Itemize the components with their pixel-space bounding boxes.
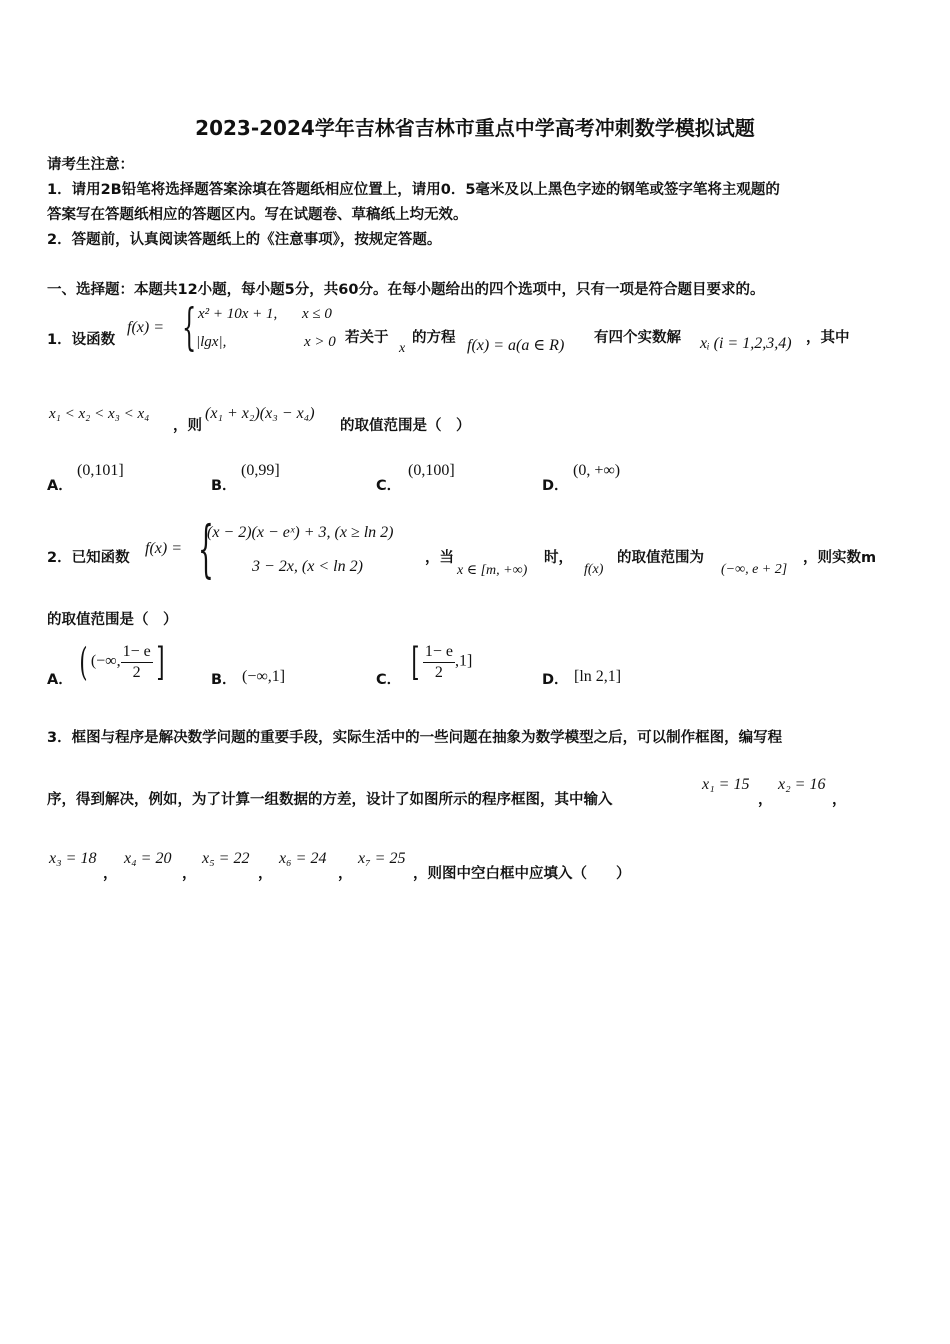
q2-option-b-label: B． (211, 672, 237, 688)
q1-case1-cond: x ≤ 0 (302, 306, 332, 322)
q2-range: (−∞, e + 2] (721, 562, 788, 577)
q3-x1: x₁ = 15 (702, 776, 750, 793)
q1-option-d-label: D． (542, 478, 569, 494)
q2-lead: 2．已知函数 (47, 550, 130, 566)
q3-line-2: 序，得到解决，例如，为了计算一组数据的方差，设计了如图所示的程序框图，其中输入 (47, 792, 613, 808)
q2-f-symbol: f(x) (584, 562, 604, 577)
q1-text-3: 有四个实数解 (594, 330, 681, 346)
q3-comma-1: ， (758, 792, 773, 808)
q3-comma-6: ， (338, 866, 353, 882)
q2-option-a-numerator: 1− e (121, 642, 153, 663)
q3-comma-3: ， (103, 866, 118, 882)
notice-line-1: 1．请用2B铅笔将选择题答案涂填在答题纸相应位置上，请用0．5毫米及以上黑色字迹的钢笔或签字笔将主观题的 (47, 182, 780, 198)
section-heading: 一、选择题：本题共12小题，每小题5分，共60分。在每小题给出的四个选项中，只有一项是符合题目要求的。 (47, 282, 765, 298)
q2-option-c-value: [ $\frac{1- e}{2}$ ,1] (411, 640, 473, 684)
q1-option-a-value: (0,101] (77, 462, 124, 479)
q2-option-c-denominator: 2 (434, 663, 443, 681)
q1-fx: f(x) = (127, 319, 164, 336)
page-title: 2023-2024学年吉林省吉林市重点中学高考冲刺数学模拟试题 (195, 116, 755, 140)
q2-brace: { (198, 512, 214, 585)
notice-heading: 请考生注意： (47, 157, 134, 173)
q3-x6: x₆ = 24 (279, 850, 327, 867)
q2-option-d-label: D． (542, 672, 569, 688)
q2-option-a-denominator: 2 (132, 663, 141, 681)
q2-option-c-numerator: 1− e (423, 642, 455, 663)
q1-option-b-value: (0,99] (241, 462, 280, 479)
q2-option-a-value: ( (−∞, $\frac{1- e}{2}$ ] (79, 640, 165, 684)
q1-option-c-label: C． (376, 478, 402, 494)
q3-line-1: 3．框图与程序是解决数学问题的重要手段，实际生活中的一些问题在抽象为数学模型之后，可以制作框图，编写程 (47, 730, 783, 746)
q2-text-2: 时， (544, 550, 573, 566)
q3-comma-5: ， (258, 866, 273, 882)
q1-equation: f(x) = a(a ∈ R) (467, 337, 565, 354)
q3-x7: x₇ = 25 (358, 850, 406, 867)
q2-option-c-label: C． (376, 672, 402, 688)
q1-option-a-label: A． (47, 478, 73, 494)
q2-option-a-label: A． (47, 672, 73, 688)
q2-domain: x ∈ [m, +∞) (457, 563, 528, 578)
q3-comma-2: ， (832, 792, 847, 808)
q1-text-4: ，其中 (806, 330, 850, 346)
q3-x4: x₄ = 20 (124, 850, 172, 867)
q1-roots: xᵢ (i = 1,2,3,4) (700, 335, 792, 352)
q2-option-a-left: (−∞, (90, 652, 121, 670)
q3-tail: ，则图中空白框中应填入（ ） (413, 866, 631, 882)
q2-option-d-value: [ln 2,1] (574, 668, 622, 685)
q1-brace: { (182, 298, 197, 356)
q2-fx: f(x) = (145, 540, 182, 557)
q1-var: x (399, 341, 406, 356)
q2-text-3: 的取值范围为 (617, 550, 704, 566)
q2-case2: 3 − 2x, (x < ln 2) (252, 558, 363, 575)
q2-option-b-value: (−∞,1] (242, 668, 286, 685)
q1-case1-expr: x² + 10x + 1, (198, 306, 278, 322)
notice-line-2: 2．答题前，认真阅读答题纸上的《注意事项》，按规定答题。 (47, 232, 442, 248)
q1-case2-expr: |lgx|, (196, 334, 227, 350)
q2-text-5: 的取值范围是（ ） (47, 612, 178, 628)
q1-option-d-value: (0, +∞) (573, 462, 621, 479)
q1-expression: (x₁ + x₂)(x₃ − x₄) (205, 405, 315, 422)
q2-case1: (x − 2)(x − eˣ) + 3, (x ≥ ln 2) (207, 524, 394, 541)
q1-text-2: 的方程 (412, 330, 456, 346)
q1-order: x₁ < x₂ < x₃ < x₄ (49, 406, 150, 422)
q1-option-b-label: B． (211, 478, 237, 494)
q1-text-1: 若关于 (345, 330, 389, 346)
q3-x3: x₃ = 18 (49, 850, 97, 867)
q2-text-4: ，则实数m (803, 550, 877, 566)
q3-x2: x₂ = 16 (778, 776, 826, 793)
q2-option-c-right: ,1] (454, 652, 473, 670)
q2-text-1: ，当 (425, 550, 454, 566)
q1-lead: 1．设函数 (47, 332, 116, 348)
notice-line-1b: 答案写在答题纸相应的答题区内。写在试题卷、草稿纸上均无效。 (47, 207, 468, 223)
q3-x5: x₅ = 22 (202, 850, 250, 867)
q1-text-6: 的取值范围是（ ） (340, 418, 471, 434)
q3-comma-4: ， (182, 866, 197, 882)
q1-text-5: ，则 (173, 418, 202, 434)
q1-case2-cond: x > 0 (304, 334, 336, 350)
q1-option-c-value: (0,100] (408, 462, 455, 479)
